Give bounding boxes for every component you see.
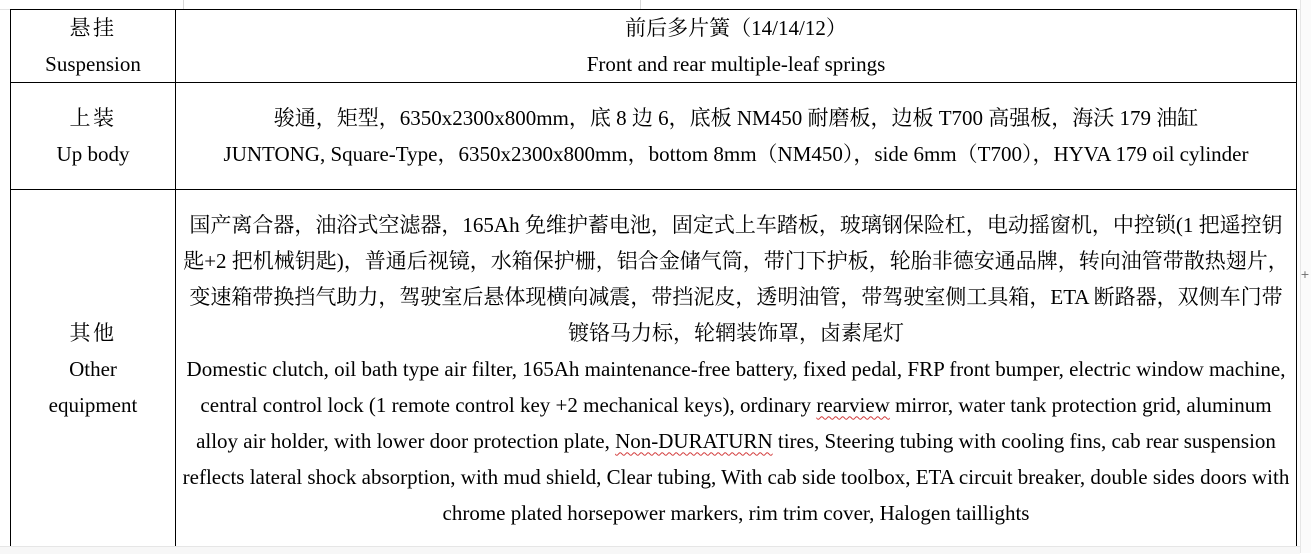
value-cell-other-equipment xyxy=(176,190,1297,548)
spec-table xyxy=(10,9,1297,548)
value-cell-up-body xyxy=(176,83,1297,190)
value-suspension-en: Front and rear multiple-leaf springs xyxy=(586,52,886,76)
value-other-en-part3: tires, Steering tubing with cooling fins, cab rear suspension reflects lateral shock absorption, with mud shield, Clear tubing, With cab side toolbox, ETA circuit breaker, double sides doors with chrome plated horsepower markers, rim trim cover, Halogen taillights xyxy=(182,428,1290,525)
value-other-en xyxy=(182,351,1290,531)
table-row-suspension xyxy=(11,10,1297,83)
value-other-en-part2: mirror, water tank protection grid, aluminum alloy air holder, with lower door protection plate, xyxy=(196,392,1272,453)
table-row-up-body xyxy=(11,83,1297,190)
label-other-en-line2: equipment xyxy=(48,392,138,417)
label-up-body-zh: 上装 xyxy=(69,106,117,130)
label-other-en-line1: Other xyxy=(69,356,117,381)
label-up-body-en: Up body xyxy=(56,142,130,166)
value-other-en-part1: Domestic clutch, oil bath type air filter, 165Ah maintenance-free battery, fixed pedal, FRP front bumper, electric window machine, central control lock (1 remote control key +2 mechanical keys), ordinary xyxy=(186,356,1286,417)
ruler-tick xyxy=(183,0,184,9)
value-other-zh: 国产离合器，油浴式空滤器，165Ah 免维护蓄电池，固定式上车踏板，玻璃钢保险杠，电动摇窗机，中控锁(1 把遥控钥匙+2 把机械钥匙)，普通后视镜，水箱保护栅，铝合金储气筒，带门下护板，轮胎非德安通品牌，转向油管带散热翅片，变速箱带换挡气助力，驾驶室后悬体现横向减震，带挡泥皮，透明油管，带驾驶室侧工具箱，ETA 断路器，双侧车门带镀铬马力标，轮辋装饰罩，卤素尾灯 xyxy=(183,212,1289,345)
label-other-zh: 其他 xyxy=(69,320,117,345)
value-up-body-zh: 骏通，矩型，6350x2300x800mm，底 8 边 6，底板 NM450 耐磨板，边板 T700 高强板，海沃 179 油缸 xyxy=(273,106,1199,130)
label-suspension-en: Suspension xyxy=(45,52,141,76)
table-row-other-equipment xyxy=(11,190,1297,548)
label-cell-suspension xyxy=(11,10,176,83)
value-suspension-zh: 前后多片簧（14/14/12） xyxy=(625,16,847,40)
spellcheck-word-non-duraturn: Non-DURATURN xyxy=(615,428,773,453)
spellcheck-word-rearview: rearview xyxy=(816,392,890,417)
label-cell-other-equipment xyxy=(11,190,176,548)
expand-plus-icon[interactable]: + xyxy=(1300,268,1310,281)
ruler-tick xyxy=(640,0,641,9)
label-cell-up-body xyxy=(11,83,176,190)
label-suspension-zh: 悬挂 xyxy=(69,16,117,40)
value-cell-suspension xyxy=(176,10,1297,83)
value-up-body-en: JUNTONG, Square-Type，6350x2300x800mm，bottom 8mm（NM450），side 6mm（T700），HYVA 179 oil cylinder xyxy=(223,142,1249,166)
